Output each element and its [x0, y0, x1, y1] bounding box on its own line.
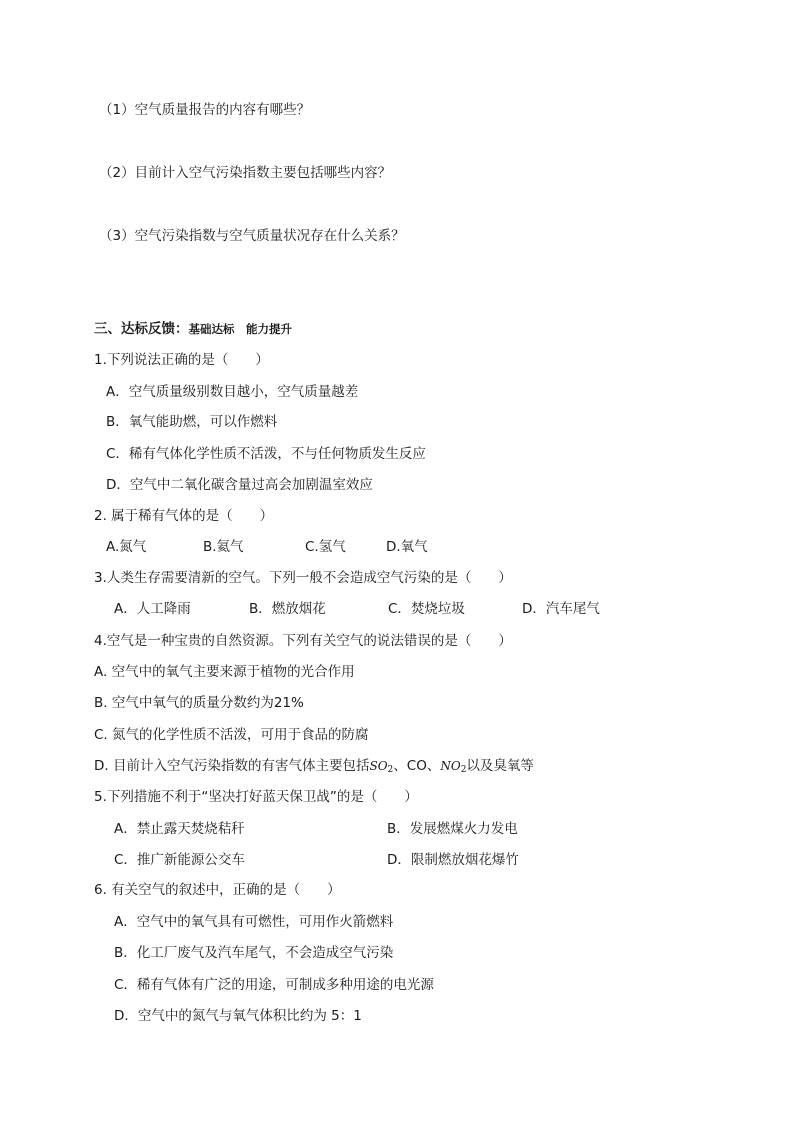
question-5-option-c: C．推广新能源公交车 — [114, 852, 245, 868]
preview-question-1: （1）空气质量报告的内容有哪些？ — [99, 102, 311, 118]
question-5-option-a: A．禁止露天焚烧秸秆 — [114, 821, 245, 837]
question-6-stem: 6. 有关空气的叙述中，正确的是（ ） — [94, 882, 341, 898]
preview-question-3: （3）空气污染指数与空气质量状况存在什么关系？ — [99, 228, 405, 244]
question-2-option-d: D.氧气 — [386, 539, 428, 555]
section-title: 三、达标反馈： — [94, 321, 189, 337]
question-1-option-d: D．空气中二氧化碳含量过高会加剧温室效应 — [106, 477, 373, 493]
section-heading — [94, 320, 292, 338]
question-3-option-b: B．燃放烟花 — [249, 601, 326, 617]
question-4-option-a: A. 空气中的氧气主要来源于植物的光合作用 — [94, 664, 355, 680]
question-2-option-c: C.氢气 — [305, 539, 346, 555]
question-3-option-c: C．焚烧垃圾 — [388, 601, 465, 617]
section-subtitle: 基础达标 能力提升 — [188, 322, 292, 336]
question-4-option-d-mid: 、CO、 — [393, 758, 441, 774]
question-5-option-d: D．限制燃放烟花爆竹 — [387, 852, 519, 868]
question-6-option-d: D．空气中的氮气与氧气体积比约为 5：1 — [114, 1008, 362, 1024]
no2-formula: $NO_2$ — [440, 759, 467, 775]
question-3-option-a: A．人工降雨 — [114, 601, 191, 617]
question-2-stem: 2. 属于稀有气体的是（ ） — [94, 508, 274, 524]
question-3-stem: 3.人类生存需要清新的空气。下列一般不会造成空气污染的是（ ） — [94, 570, 512, 586]
question-4-option-d — [94, 757, 534, 779]
question-2-option-a: A.氮气 — [106, 539, 147, 555]
question-1-stem: 1.下列说法正确的是（ ） — [94, 352, 269, 368]
question-6-option-a: A．空气中的氧气具有可燃性，可用作火箭燃料 — [114, 914, 394, 930]
question-6-option-b: B．化工厂废气及汽车尾气，不会造成空气污染 — [114, 945, 394, 961]
question-5-option-b: B．发展燃煤火力发电 — [387, 821, 518, 837]
so2-formula: $SO_2$ — [369, 759, 394, 775]
preview-question-2: （2）目前计入空气污染指数主要包括哪些内容？ — [99, 165, 392, 181]
question-1-option-b: B．氧气能助燃，可以作燃料 — [106, 414, 278, 430]
question-5-stem: 5.下列措施不利于“坚决打好蓝天保卫战”的是（ ） — [94, 789, 418, 805]
question-2-option-b: B.氦气 — [203, 539, 244, 555]
question-1-option-c: C．稀有气体化学性质不活泼，不与任何物质发生反应 — [106, 446, 426, 462]
question-4-option-d-suffix: 以及臭氧等 — [466, 758, 534, 774]
question-4-option-c: C. 氮气的化学性质不活泼，可用于食品的防腐 — [94, 727, 369, 743]
question-4-stem: 4.空气是一种宝贵的自然资源。下列有关空气的说法错误的是（ ） — [94, 633, 512, 649]
question-4-option-b: B. 空气中氧气的质量分数约为21% — [94, 695, 304, 711]
question-1-option-a: A．空气质量级别数目越小，空气质量越差 — [106, 384, 359, 400]
question-3-option-d: D．汽车尾气 — [522, 601, 600, 617]
question-6-option-c: C．稀有气体有广泛的用途，可制成多种用途的电光源 — [114, 977, 434, 993]
question-4-option-d-prefix: D. 目前计入空气污染指数的有害气体主要包括 — [94, 758, 370, 774]
